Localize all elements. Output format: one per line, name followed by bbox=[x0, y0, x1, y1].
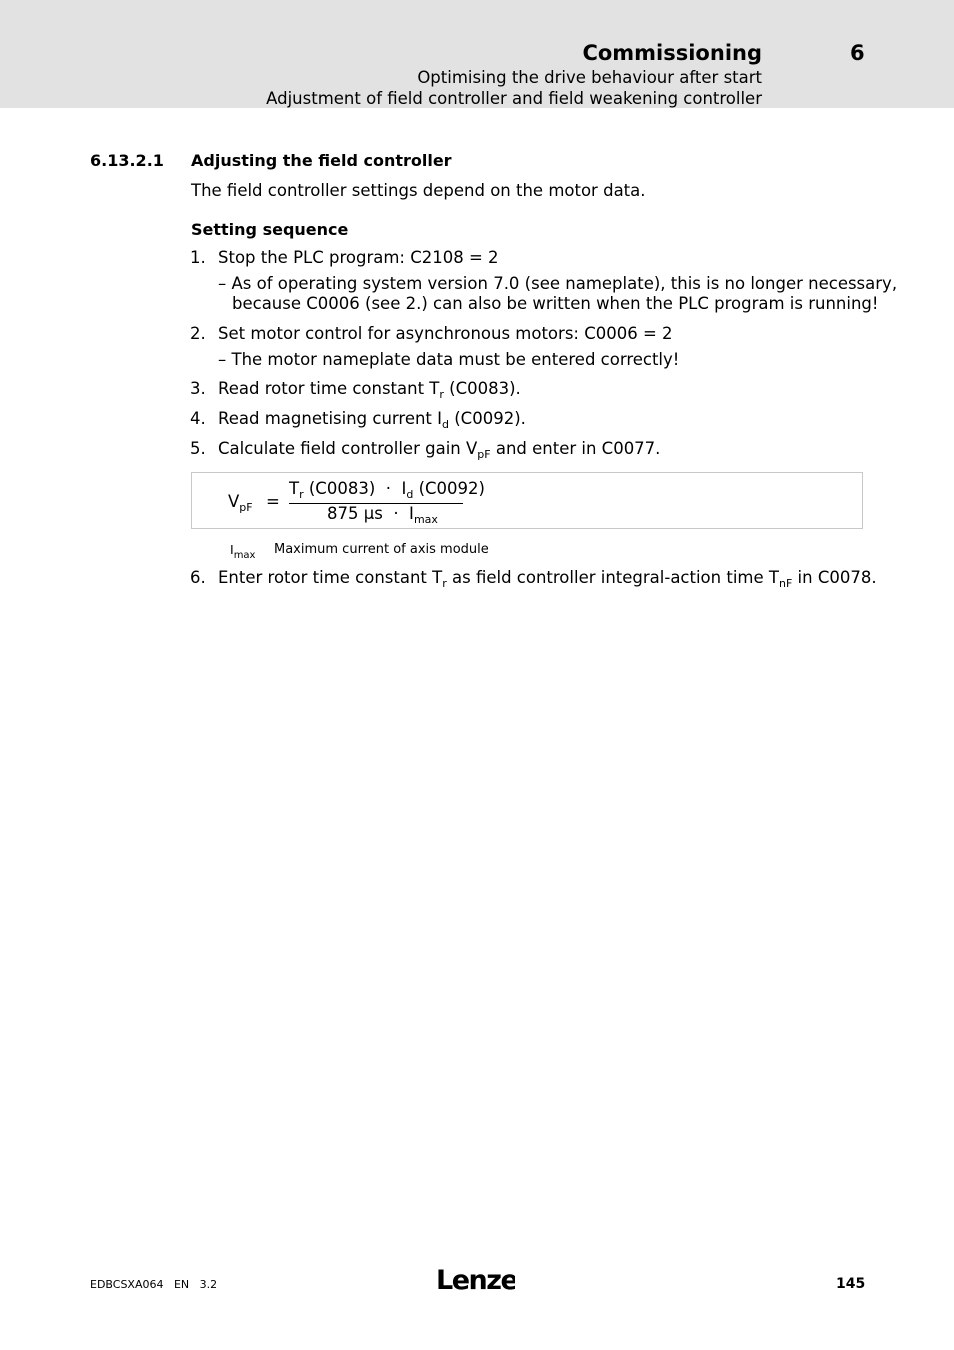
section-title: Adjusting the field controller bbox=[191, 151, 452, 170]
step-6-number: 6. bbox=[190, 568, 206, 587]
step-1-text: Stop the PLC program: C2108 = 2 bbox=[218, 248, 499, 267]
chapter-title: Commissioning bbox=[582, 41, 762, 65]
header-subtitle-2: Adjustment of field controller and field weakening controller bbox=[266, 89, 762, 108]
step-4-text: Read magnetising current $I_d$ (C0092). bbox=[218, 409, 526, 431]
footer-doc-id: EDBCSXA064 EN 3.2 bbox=[90, 1278, 218, 1291]
section-number: 6.13.2.1 bbox=[90, 151, 164, 170]
intro-text: The field controller settings depend on the motor data. bbox=[191, 181, 646, 200]
step-1-note-line-1: – As of operating system version 7.0 (see nameplate), this is no longer necessary, bbox=[218, 274, 898, 293]
step-2-text: Set motor control for asynchronous motors: C0006 = 2 bbox=[218, 324, 673, 343]
formula-box bbox=[191, 472, 863, 529]
step-5-number: 5. bbox=[190, 439, 206, 458]
step-2-note: – The motor nameplate data must be entered correctly! bbox=[218, 350, 680, 369]
sequence-heading: Setting sequence bbox=[191, 220, 349, 239]
formula-equals: = bbox=[266, 492, 280, 511]
header-band bbox=[0, 0, 954, 108]
legend-symbol: $I_{max}$ bbox=[230, 542, 256, 561]
header-subtitle-1: Optimising the drive behaviour after start bbox=[417, 68, 762, 87]
step-6-text: Enter rotor time constant $T_r$ as field controller integral-action time $T_{nF}$ in C0078. bbox=[218, 568, 877, 590]
svg-text:Lenze: Lenze bbox=[436, 1265, 515, 1296]
step-3-number: 3. bbox=[190, 379, 206, 398]
step-1-note-line-2: because C0006 (see 2.) can also be written when the PLC program is running! bbox=[232, 294, 879, 313]
step-2-number: 2. bbox=[190, 324, 206, 343]
page-number: 145 bbox=[836, 1276, 866, 1292]
step-5-text: Calculate field controller gain $V_{pF}$ and enter in C0077. bbox=[218, 439, 661, 461]
step-4-number: 4. bbox=[190, 409, 206, 428]
step-1-number: 1. bbox=[190, 248, 206, 267]
formula-denominator: 875 $\mu s \cdot I_{max}$ bbox=[327, 504, 438, 526]
formula-lhs: $V_{pF}$ bbox=[228, 492, 253, 514]
lenze-logo bbox=[435, 1264, 515, 1300]
legend-text: Maximum current of axis module bbox=[274, 542, 489, 557]
step-3-text: Read rotor time constant $T_r$ (C0083). bbox=[218, 379, 521, 401]
chapter-number: 6 bbox=[850, 41, 865, 65]
formula-numerator: $T_r$ $(C0083) \cdot I_d$ (C0092) bbox=[289, 479, 485, 501]
